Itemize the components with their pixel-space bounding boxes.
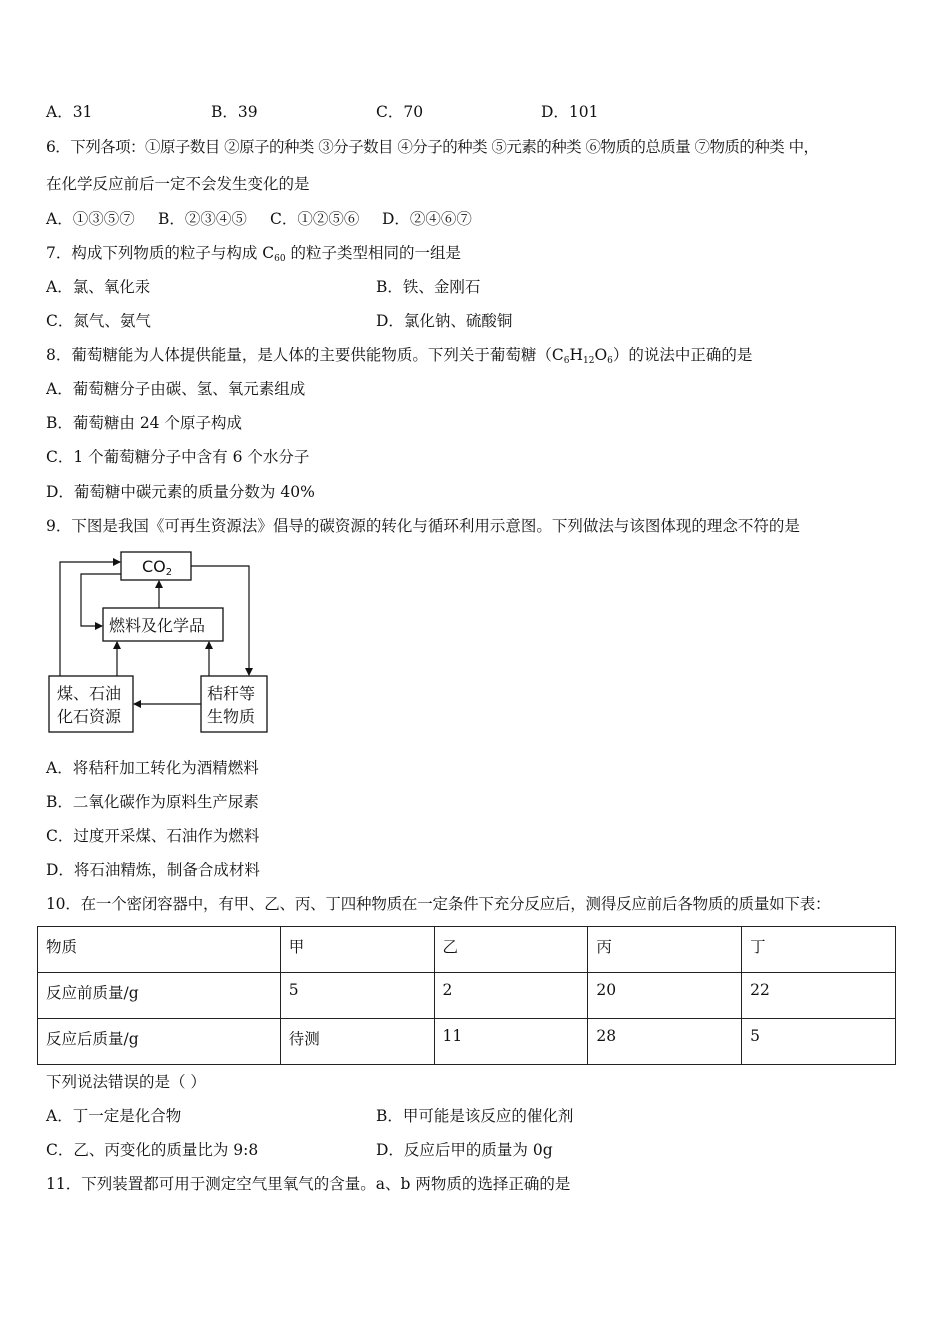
q7-option-b: B．铁、金刚石	[376, 278, 481, 296]
table-cell: 2	[434, 973, 588, 1019]
biomass-label-line1: 秸秆等	[207, 684, 256, 703]
table-cell: 20	[588, 973, 742, 1019]
q8-option-b: B．葡萄糖由 24 个原子构成	[46, 414, 242, 432]
q6-stem-line2: 在化学反应前后一定不会发生变化的是	[46, 175, 310, 193]
fuel-label: 燃料及化学品	[109, 616, 206, 635]
q7-option-d: D．氯化钠、硫酸铜	[376, 312, 513, 330]
q9-option-c: C．过度开采煤、石油作为燃料	[46, 827, 260, 845]
q6-option-a: A．①③⑤⑦	[46, 210, 135, 228]
q8-option-c: C．1 个葡萄糖分子中含有 6 个水分子	[46, 448, 310, 466]
q8-option-a: A．葡萄糖分子由碳、氢、氧元素组成	[46, 380, 306, 398]
q8-option-d: D．葡萄糖中碳元素的质量分数为 40%	[46, 483, 315, 501]
table-row	[38, 1019, 896, 1065]
q9-option-d: D．将石油精炼，制备合成材料	[46, 861, 260, 879]
q7-option-a: A．氯、氧化汞	[46, 278, 151, 296]
q11-stem: 11．下列装置都可用于测定空气里氧气的含量。a、b 两物质的选择正确的是	[46, 1175, 571, 1193]
table-cell: 反应后质量/g	[38, 1019, 281, 1065]
q6-option-c: C．①②⑤⑥	[270, 210, 360, 228]
q7-stem: 7．构成下列物质的粒子与构成 $C_{60}$ 的粒子类型相同的一组是	[46, 244, 462, 264]
table-cell: 待测	[280, 1019, 434, 1065]
q10-option-c: C．乙、丙变化的质量比为 9:8	[46, 1141, 259, 1159]
table-cell: 反应前质量/g	[38, 973, 281, 1019]
table-header-row	[38, 927, 896, 973]
table-header-cell: 乙	[434, 927, 588, 973]
table-cell: 28	[588, 1019, 742, 1065]
q9-option-b: B．二氧化碳作为原料生产尿素	[46, 793, 259, 811]
table-cell: 22	[742, 973, 896, 1019]
table-header-cell: 物质	[38, 927, 281, 973]
table-header-cell: 甲	[280, 927, 434, 973]
q10-option-d: D．反应后甲的质量为 0g	[376, 1141, 553, 1159]
q6-option-d: D．②④⑥⑦	[382, 210, 472, 228]
mass-table	[37, 926, 896, 1065]
table-cell: 11	[434, 1019, 588, 1065]
q10-option-a: A．丁一定是化合物	[46, 1107, 182, 1125]
q7-option-c: C．氮气、氨气	[46, 312, 151, 330]
fossil-label-line2: 化石资源	[57, 707, 122, 726]
fossil-label-line1: 煤、石油	[57, 684, 122, 703]
table-header-cell: 丁	[742, 927, 896, 973]
co2-label: CO2	[142, 557, 173, 578]
q5-option-a: A．31	[46, 103, 93, 121]
q6-option-b: B．②③④⑤	[158, 210, 247, 228]
biomass-label-line2: 生物质	[207, 707, 256, 726]
table-cell: 5	[280, 973, 434, 1019]
q9-option-a: A．将秸秆加工转化为酒精燃料	[46, 759, 259, 777]
table-cell: 5	[742, 1019, 896, 1065]
q10-after-table: 下列说法错误的是（ ）	[46, 1073, 206, 1091]
q8-stem: 8．葡萄糖能为人体提供能量，是人体的主要供能物质。下列关于葡萄糖$(C_6H_{12}O_6)$的说法中正确的是	[46, 346, 753, 366]
q6-stem-line1: 6．下列各项：①原子数目 ②原子的种类 ③分子数目 ④分子的种类 ⑤元素的种类 ⑥物质的总质量 ⑦物质的种类 中，	[46, 138, 819, 156]
carbon-cycle-diagram	[46, 548, 276, 738]
q10-stem: 10．在一个密闭容器中，有甲、乙、丙、丁四种物质在一定条件下充分反应后，测得反应前后各物质的质量如下表：	[46, 895, 831, 913]
table-row	[38, 973, 896, 1019]
q5-option-d: D．101	[541, 103, 599, 121]
q9-stem: 9．下图是我国《可再生资源法》倡导的碳资源的转化与循环利用示意图。下列做法与该图体现的理念不符的是	[46, 517, 800, 535]
q5-option-b: B．39	[211, 103, 258, 121]
q5-option-c: C．70	[376, 103, 424, 121]
q10-option-b: B．甲可能是该反应的催化剂	[376, 1107, 574, 1125]
table-header-cell: 丙	[588, 927, 742, 973]
